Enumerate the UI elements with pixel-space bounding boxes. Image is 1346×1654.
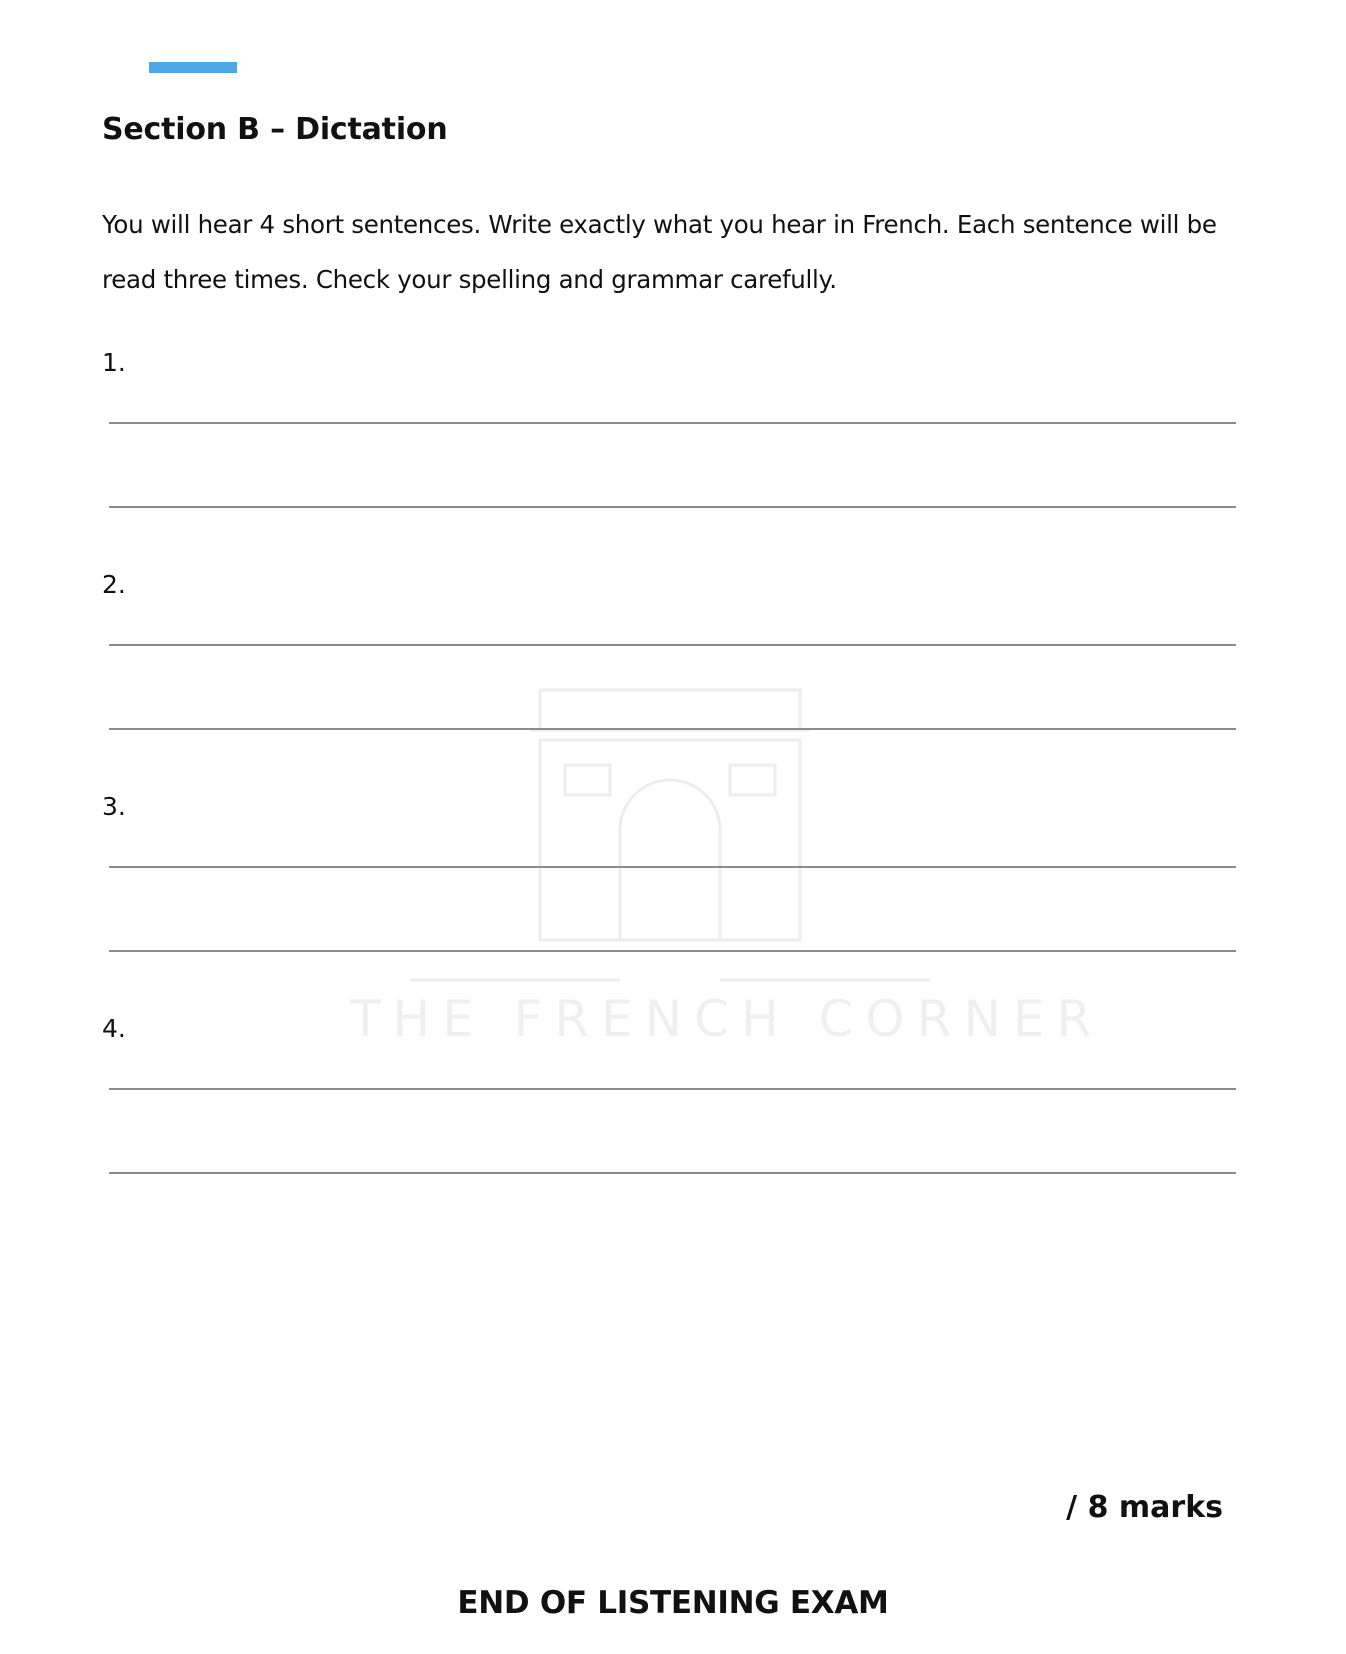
question-number: 3. — [102, 792, 126, 821]
section-title: Section B – Dictation — [102, 112, 448, 147]
watermark-text: THE FRENCH CORNER — [350, 990, 1104, 1048]
answer-line[interactable] — [109, 866, 1236, 868]
dictation-question-3 — [102, 792, 1242, 992]
answer-line[interactable] — [109, 1088, 1236, 1090]
answer-line[interactable] — [109, 506, 1236, 508]
question-number: 1. — [102, 348, 126, 377]
marks-total: / 8 marks — [1066, 1490, 1223, 1525]
end-of-exam-title: END OF LISTENING EXAM — [457, 1585, 889, 1621]
dictation-question-4 — [102, 1014, 1242, 1214]
accent-bar — [149, 62, 237, 73]
question-number: 4. — [102, 1014, 126, 1043]
question-number: 2. — [102, 570, 126, 599]
dictation-question-1 — [102, 348, 1242, 548]
answer-line[interactable] — [109, 950, 1236, 952]
answer-line[interactable] — [109, 728, 1236, 730]
answer-line[interactable] — [109, 422, 1236, 424]
instructions-text: You will hear 4 short sentences. Write exactly what you hear in French. Each sentence will be read three times. Check your spelling and grammar carefully. — [102, 210, 1217, 294]
answer-line[interactable] — [109, 1172, 1236, 1174]
dictation-question-2 — [102, 570, 1242, 770]
answer-line[interactable] — [109, 644, 1236, 646]
